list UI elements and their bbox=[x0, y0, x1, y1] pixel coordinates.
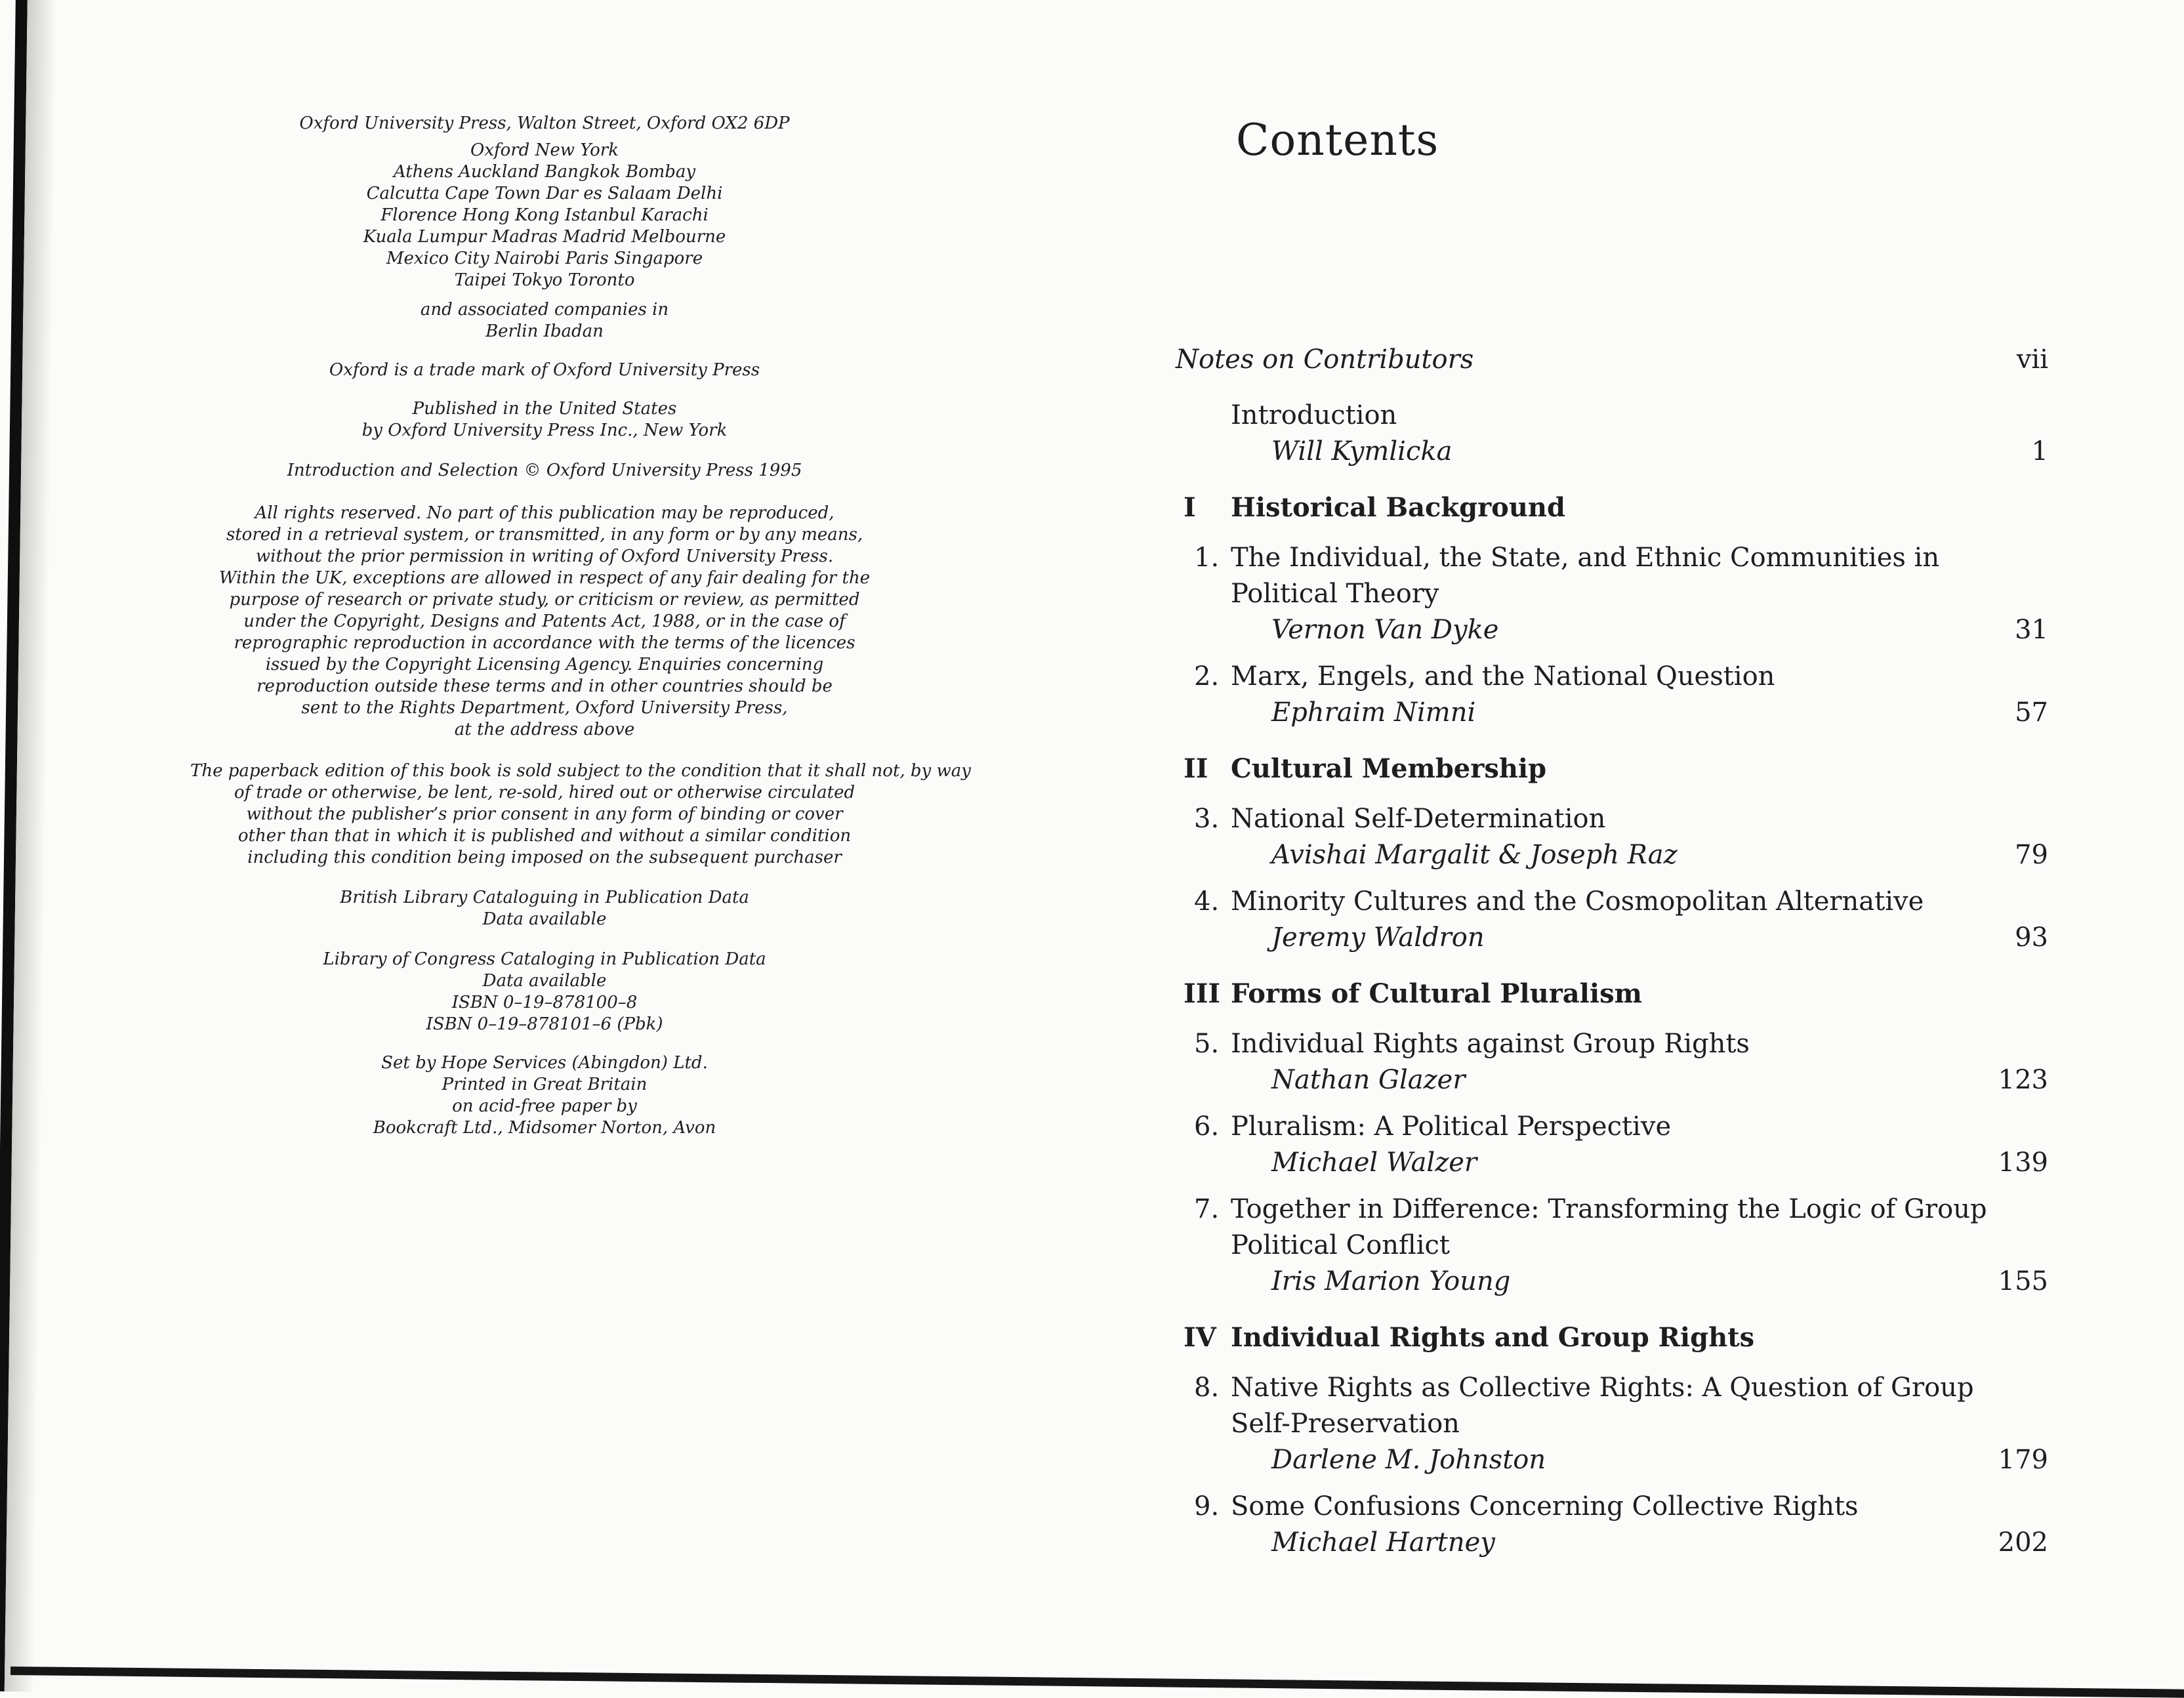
section-header bbox=[1176, 751, 2048, 787]
table-of-contents bbox=[1176, 342, 2048, 1561]
entry-title: Marx, Engels, and the National Question bbox=[1231, 661, 1775, 692]
entry-title: Native Rights as Collective Rights: A Question of Group bbox=[1231, 1373, 1974, 1403]
text-line: ISBN 0–19–878101–6 (Pbk) bbox=[426, 1014, 663, 1034]
author-name: Iris Marion Young bbox=[1271, 1266, 1511, 1296]
text-line: at the address above bbox=[454, 720, 635, 739]
entry-number: 3. bbox=[1194, 804, 1220, 834]
entry-title-continued: Political Theory bbox=[1231, 579, 1439, 609]
section-title: Forms of Cultural Pluralism bbox=[1231, 978, 1642, 1009]
british-library-cataloguing bbox=[190, 887, 899, 930]
toc-entry bbox=[1176, 884, 2048, 956]
text-line: Library of Congress Cataloging in Publication Data bbox=[323, 949, 766, 969]
text-line: under the Copyright, Designs and Patents Act, 1988, or in the case of bbox=[243, 611, 846, 631]
page-number: 155 bbox=[1998, 1266, 2048, 1296]
library-of-congress-isbn bbox=[190, 949, 899, 1035]
entry-title-line bbox=[1176, 1026, 2048, 1062]
author-name: Vernon Van Dyke bbox=[1271, 615, 1499, 645]
author-name: Michael Hartney bbox=[1271, 1527, 1495, 1558]
publisher-address bbox=[190, 113, 899, 135]
author-name: Jeremy Waldron bbox=[1271, 922, 1485, 953]
toc-entry bbox=[1176, 1026, 2048, 1098]
author-row bbox=[1176, 695, 2048, 731]
text-line: All rights reserved. No part of this publication may be reproduced, bbox=[255, 503, 834, 523]
text-line: including this condition being imposed on the subsequent purchaser bbox=[247, 848, 842, 867]
text-line: sent to the Rights Department, Oxford University Press, bbox=[301, 698, 788, 718]
entry-title-line bbox=[1176, 801, 2048, 837]
page-number: vii bbox=[2016, 344, 2048, 375]
rights-reserved-paragraph bbox=[190, 503, 899, 741]
entry-title-line bbox=[1176, 1370, 2048, 1406]
entry-number: 5. bbox=[1194, 1029, 1220, 1059]
entry-title: The Individual, the State, and Ethnic Communities in bbox=[1231, 543, 1940, 573]
text-line: of trade or otherwise, be lent, re-sold, hired out or otherwise circulated bbox=[234, 783, 855, 802]
entry-number: 6. bbox=[1194, 1111, 1220, 1142]
page-title: Contents bbox=[1236, 115, 1439, 165]
text-line: Kuala Lumpur Madras Madrid Melbourne bbox=[363, 227, 726, 247]
author-name: Will Kymlicka bbox=[1271, 436, 1453, 466]
section-title: Historical Background bbox=[1231, 492, 1565, 523]
entry-title-line bbox=[1176, 1489, 2048, 1525]
page-bottom-edge-line bbox=[10, 1667, 2184, 1698]
text-line: Data available bbox=[482, 971, 607, 991]
author-row bbox=[1176, 1442, 2048, 1478]
section-header bbox=[1176, 976, 2048, 1012]
author-name: Avishai Margalit & Joseph Raz bbox=[1271, 840, 1678, 870]
entry-title-continued: Political Conflict bbox=[1231, 1230, 1450, 1260]
toc-entry bbox=[1176, 659, 2048, 731]
section-numeral: IV bbox=[1184, 1322, 1216, 1353]
text-line: Taipei Tokyo Toronto bbox=[454, 270, 635, 290]
introduction-title: Introduction bbox=[1231, 400, 1397, 430]
entry-title: Some Confusions Concerning Collective Rights bbox=[1231, 1491, 1859, 1522]
toc-entry bbox=[1176, 801, 2048, 873]
text-line: Florence Hong Kong Istanbul Karachi bbox=[381, 205, 709, 225]
author-row bbox=[1176, 1145, 2048, 1181]
page-number: 179 bbox=[1998, 1445, 2048, 1475]
toc-entry bbox=[1176, 1191, 2048, 1300]
author-name: Nathan Glazer bbox=[1271, 1065, 1466, 1095]
text-line: Introduction and Selection © Oxford University Press 1995 bbox=[287, 461, 802, 480]
text-line: Set by Hope Services (Abingdon) Ltd. bbox=[381, 1053, 708, 1073]
entry-number: 1. bbox=[1194, 543, 1220, 573]
entry-title: Together in Difference: Transforming the Logic of Group bbox=[1231, 1194, 1987, 1224]
entry-title-line bbox=[1176, 659, 2048, 695]
text-line: Berlin Ibadan bbox=[485, 321, 604, 341]
toc-entry bbox=[1176, 540, 2048, 648]
entry-title-line bbox=[1176, 884, 2048, 920]
text-line: issued by the Copyright Licensing Agency. Enquiries concerning bbox=[265, 655, 824, 674]
text-line: without the publisher’s prior consent in any form of binding or cover bbox=[246, 804, 843, 824]
text-line: without the prior permission in writing of Oxford University Press. bbox=[255, 547, 834, 566]
author-row bbox=[1176, 1525, 2048, 1561]
paperback-condition-paragraph bbox=[190, 760, 971, 869]
text-line: reprographic reproduction in accordance with the terms of the licences bbox=[234, 633, 855, 653]
page-number: 31 bbox=[2015, 615, 2048, 645]
author-name: Michael Walzer bbox=[1271, 1148, 1477, 1178]
entry-title-line bbox=[1176, 540, 2048, 576]
page-number: 123 bbox=[1998, 1065, 2048, 1095]
text-line: stored in a retrieval system, or transmitted, in any form or by any means, bbox=[226, 525, 863, 545]
text-line: The paperback edition of this book is sold subject to the condition that it shall not, by way bbox=[190, 761, 971, 781]
entry-number: 8. bbox=[1194, 1373, 1220, 1403]
entry-number: 2. bbox=[1194, 661, 1220, 692]
page-number: 139 bbox=[1998, 1148, 2048, 1178]
text-line: Published in the United States bbox=[412, 399, 677, 419]
section-title: Cultural Membership bbox=[1231, 753, 1547, 784]
text-line: Oxford New York bbox=[470, 140, 619, 160]
page-number: 202 bbox=[1998, 1527, 2048, 1558]
publisher-city-list bbox=[190, 140, 899, 291]
author-row bbox=[1176, 1264, 2048, 1300]
trademark-note bbox=[190, 360, 899, 381]
publication-note bbox=[190, 398, 899, 442]
text-line: Oxford University Press, Walton Street, Oxford OX2 6DP bbox=[299, 114, 790, 133]
front-matter-label: Notes on Contributors bbox=[1176, 344, 1474, 375]
section-header bbox=[1176, 489, 2048, 526]
author-name: Ephraim Nimni bbox=[1271, 697, 1476, 728]
text-line: on acid-free paper by bbox=[452, 1096, 637, 1116]
text-line: Within the UK, exceptions are allowed in respect of any fair dealing for the bbox=[218, 568, 871, 588]
author-name: Darlene M. Johnston bbox=[1271, 1445, 1546, 1475]
entry-number: 9. bbox=[1194, 1491, 1220, 1522]
entry-title: National Self-Determination bbox=[1231, 804, 1606, 834]
page-number: 1 bbox=[2031, 436, 2048, 466]
introduction-entry bbox=[1176, 398, 2048, 470]
toc-entry bbox=[1176, 1370, 2048, 1478]
page-number: 79 bbox=[2015, 840, 2048, 870]
entry-number: 7. bbox=[1194, 1194, 1220, 1224]
entry-title-continued: Self-Preservation bbox=[1231, 1409, 1460, 1439]
text-line: ISBN 0–19–878100–8 bbox=[451, 993, 638, 1012]
text-line: Athens Auckland Bangkok Bombay bbox=[393, 162, 696, 182]
text-line: Printed in Great Britain bbox=[442, 1075, 648, 1094]
book-spine-shadow bbox=[0, 0, 62, 1692]
section-numeral: II bbox=[1184, 753, 1208, 784]
contents-page bbox=[1176, 115, 2048, 1571]
copyright-page bbox=[190, 113, 971, 1139]
text-line: Data available bbox=[482, 909, 607, 929]
author-row bbox=[1176, 1062, 2048, 1098]
printer-colophon bbox=[190, 1052, 899, 1139]
text-line: and associated companies in bbox=[420, 300, 669, 320]
text-line: British Library Cataloguing in Publication Data bbox=[340, 888, 749, 907]
text-line: purpose of research or private study, or criticism or review, as permitted bbox=[229, 590, 860, 610]
entry-title-line bbox=[1176, 1191, 2048, 1228]
entry-number: 4. bbox=[1194, 886, 1220, 917]
page-number: 57 bbox=[2015, 697, 2048, 728]
entry-title: Individual Rights against Group Rights bbox=[1231, 1029, 1750, 1059]
toc-entry bbox=[1176, 1109, 2048, 1181]
author-row bbox=[1176, 837, 2048, 873]
entry-title: Pluralism: A Political Perspective bbox=[1231, 1111, 1672, 1142]
text-line: other than that in which it is published and without a similar condition bbox=[237, 826, 852, 846]
entry-title-line bbox=[1176, 1109, 2048, 1145]
author-row bbox=[1176, 434, 2048, 470]
page-number: 93 bbox=[2015, 922, 2048, 953]
text-line: reproduction outside these terms and in other countries should be bbox=[257, 676, 833, 696]
section-header bbox=[1176, 1319, 2048, 1356]
text-line: by Oxford University Press Inc., New York bbox=[361, 421, 728, 440]
text-line: Calcutta Cape Town Dar es Salaam Delhi bbox=[366, 184, 723, 203]
front-matter-row bbox=[1176, 342, 2048, 378]
section-numeral: I bbox=[1184, 492, 1196, 523]
entry-title: Minority Cultures and the Cosmopolitan Alternative bbox=[1231, 886, 1924, 917]
toc-entry bbox=[1176, 1489, 2048, 1561]
copyright-line bbox=[190, 460, 899, 482]
section-title: Individual Rights and Group Rights bbox=[1231, 1322, 1755, 1353]
associated-companies bbox=[190, 299, 899, 342]
text-line: Bookcraft Ltd., Midsomer Norton, Avon bbox=[373, 1118, 716, 1138]
text-line: Mexico City Nairobi Paris Singapore bbox=[386, 249, 703, 268]
section-numeral: III bbox=[1184, 978, 1221, 1009]
text-line: Oxford is a trade mark of Oxford University Press bbox=[329, 360, 760, 380]
author-row bbox=[1176, 920, 2048, 956]
author-row bbox=[1176, 612, 2048, 648]
